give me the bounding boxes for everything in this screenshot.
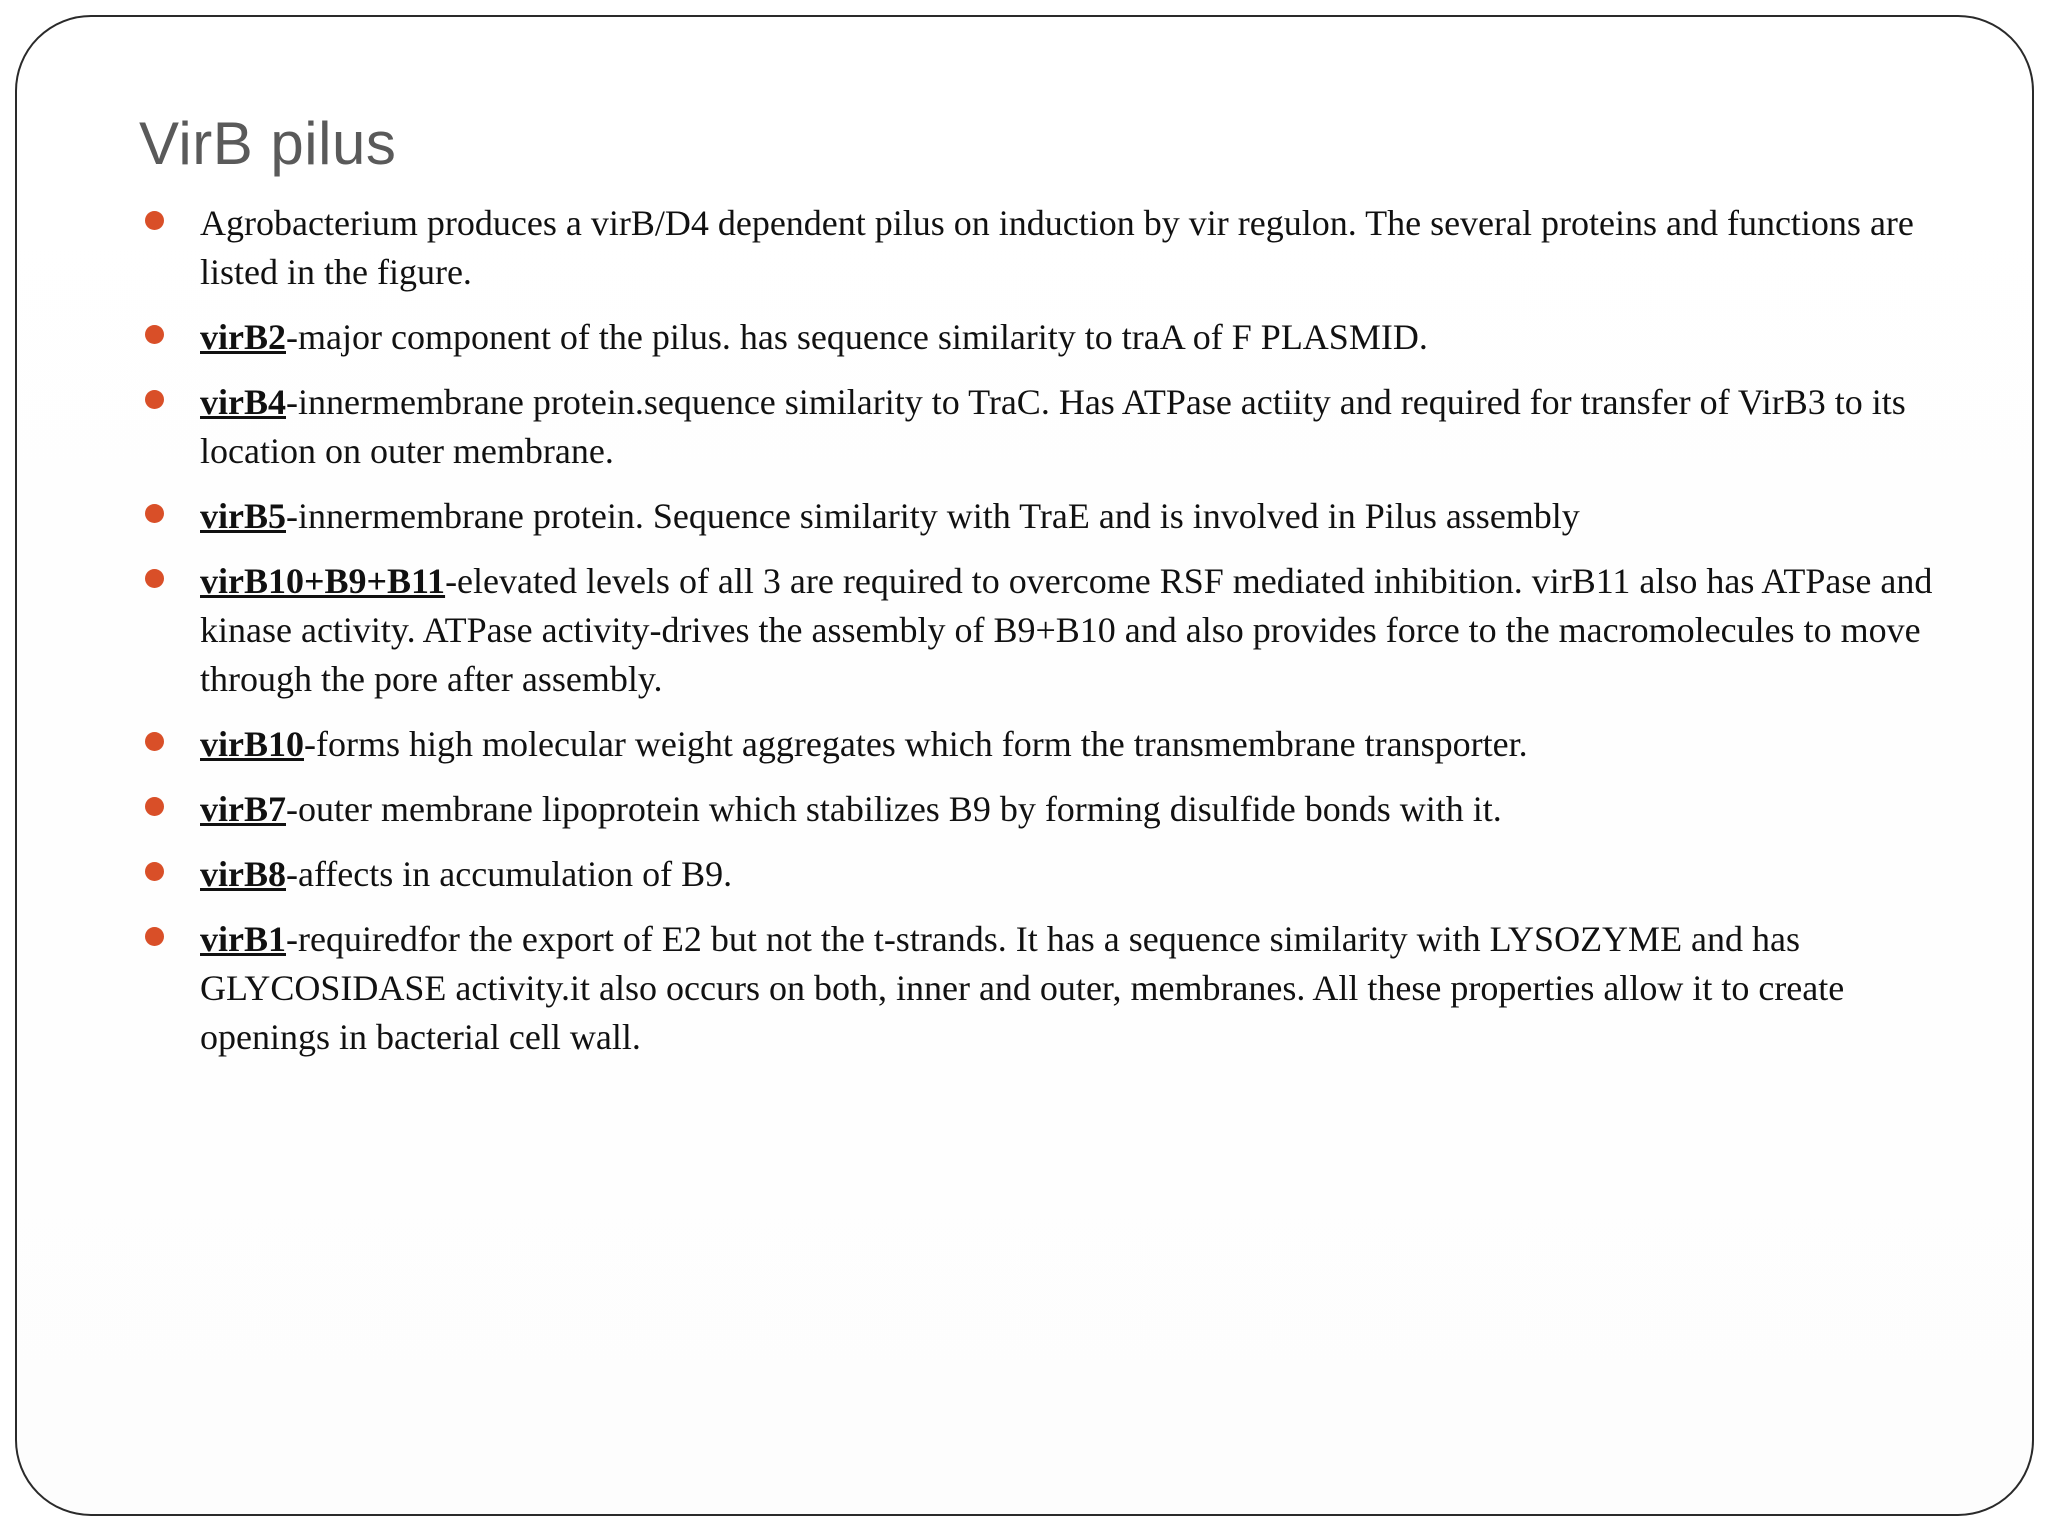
bullet-item-virb8 [200,850,1950,899]
bullet-term: virB1 [200,919,286,959]
bullet-term: virB8 [200,854,286,894]
bullet-text: -innermembrane protein.sequence similarity to TraC. Has ATPase actiity and required for transfer of VirB3 to its location on outer membrane. [200,382,1906,471]
bullet-item-virb4 [200,378,1950,476]
slide-frame [15,15,2034,1516]
bullet-dot-icon [145,569,164,588]
bullet-text: -major component of the pilus. has sequence similarity to traA of F PLASMID. [286,317,1428,357]
bullet-item-virb7 [200,785,1950,834]
bullet-dot-icon [145,325,164,344]
bullet-item-virb10 [200,720,1950,769]
slide-title: VirB pilus [139,110,397,177]
bullet-text: -requiredfor the export of E2 but not the t-strands. It has a sequence similarity with LYSOZYME and has GLYCOSIDASE activity.it also occurs on both, inner and outer, membranes. All these properties allow it to create openings in bacterial cell wall. [200,919,1845,1057]
bullet-dot-icon [145,732,164,751]
bullet-text: -outer membrane lipoprotein which stabilizes B9 by forming disulfide bonds with it. [286,789,1502,829]
bullet-term: virB5 [200,496,286,536]
bullet-list [200,199,1950,1078]
bullet-item-virb5 [200,492,1950,541]
bullet-dot-icon [145,797,164,816]
bullet-dot-icon [145,504,164,523]
bullet-item-intro [200,199,1950,297]
bullet-term: virB4 [200,382,286,422]
bullet-term: virB2 [200,317,286,357]
bullet-text: -innermembrane protein. Sequence similarity with TraE and is involved in Pilus assembly [286,496,1580,536]
bullet-dot-icon [145,862,164,881]
bullet-text: -affects in accumulation of B9. [286,854,733,894]
bullet-term: virB7 [200,789,286,829]
bullet-item-virb10-b9-b11 [200,557,1950,704]
bullet-text: -forms high molecular weight aggregates which form the transmembrane transporter. [304,724,1528,764]
bullet-term: virB10+B9+B11 [200,561,446,601]
bullet-dot-icon [145,927,164,946]
bullet-item-virb1 [200,915,1950,1062]
bullet-item-virb2 [200,313,1950,362]
bullet-text: Agrobacterium produces a virB/D4 dependent pilus on induction by vir regulon. The several proteins and functions are listed in the figure. [200,203,1914,292]
bullet-text: -elevated levels of all 3 are required to overcome RSF mediated inhibition. virB11 also has ATPase and kinase activity. ATPase activity-drives the assembly of B9+B10 and also provides force to the macromolecules to move through the pore after assembly. [200,561,1933,699]
bullet-term: virB10 [200,724,304,764]
bullet-dot-icon [145,211,164,230]
bullet-dot-icon [145,390,164,409]
